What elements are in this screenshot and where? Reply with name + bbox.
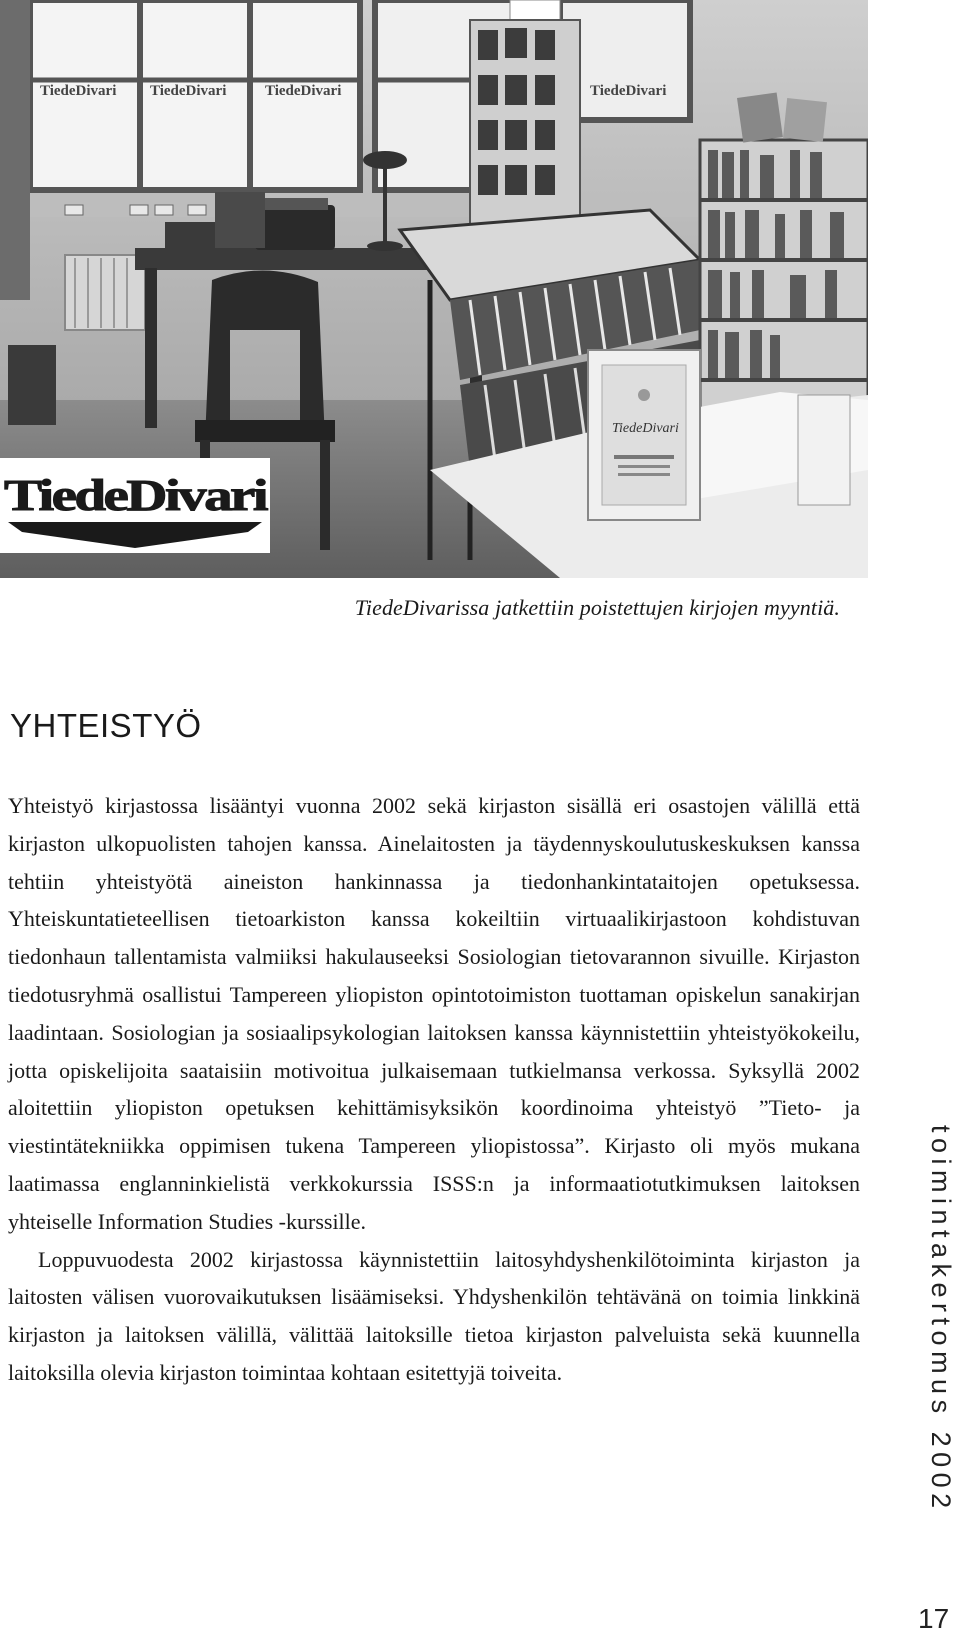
display-stand	[588, 350, 700, 520]
window-sign: TiedeDivari	[590, 83, 667, 99]
photo-caption: TiedeDivarissa jatkettiin poistettujen kirjojen myyntiä.	[354, 595, 840, 620]
paragraph: Loppuvuodesta 2002 kirjastossa käynnistettiin laitosyhdyshenkilötoiminta kirjaston ja laitosten välisen vuorovaikutuksen lisäämiseksi. Yhdyshenkilön tehtävänä on toimia linkkinä kirjaston ja laitoksen välillä, välittää laitoksille tietoa kirjaston palveluista sekä kuunnella laitoksilla olevia kirjaston toimintaa kohtaan esitettyjä toiveita.	[8, 1246, 860, 1385]
paragraph: Yhteistyö kirjastossa lisääntyi vuonna 2002 sekä kirjaston sisällä eri osastojen välillä että kirjaston ulkopuolisten tahojen kanssa. Ainelaitosten ja täydennyskoulutuskeskuksen kanssa tehtiin yhteistyötä aineiston hankinnassa ja tiedonhankintataitojen opetuksessa. Yhteiskuntatieteellisen tietoarkiston kanssa kokeiltiin virtuaalikirjastoon kohdistuvan tiedonhaun tallentamista valmiiksi hakulauseeksi Sosiologian tietovarannon sivuille. Kirjaston tiedotusryhmä osallistui Tampereen yliopiston opintotoimiston tuottaman opiskelun sanakirjan laadintaan. Sosiologian ja sosiaalipsykologian laitoksen kanssa käynnistettiin yhteistyökokeilu, jotta opiskelijoita saataisiin motivoitua julkaisemaan tutkielmansa verkossa. Syksyllä 2002 aloitettiin yliopiston opetuksen kehittämisyksikön koordinoima yhteistyö ”Tieto- ja viestintätekniikka oppimisen tukena Tampereen yliopistossa”. Kirjasto oli myös mukana laatimassa englanninkielistä verkkokurssia ISSS:n ja informaatiotutkimuksen laitoksen yhteiselle Information Studies -kurssille.	[8, 793, 860, 1234]
window-sign: TiedeDivari	[150, 83, 227, 99]
bookshop-scene	[0, 0, 868, 578]
body-text	[8, 787, 860, 1392]
tiededivari-logo	[0, 458, 270, 553]
bookshop-photo	[0, 0, 868, 578]
stand-sign: TiedeDivari	[612, 421, 679, 436]
section-heading: YHTEISTYÖ	[10, 707, 202, 744]
logo-wordmark: TiedeDivari	[4, 471, 269, 520]
page-number: 17	[918, 1603, 950, 1634]
side-label: toimintakertomus 2002	[926, 1125, 956, 1514]
bookshelf	[700, 92, 868, 440]
window-sign: TiedeDivari	[265, 83, 342, 99]
window-sign: TiedeDivari	[40, 83, 117, 99]
